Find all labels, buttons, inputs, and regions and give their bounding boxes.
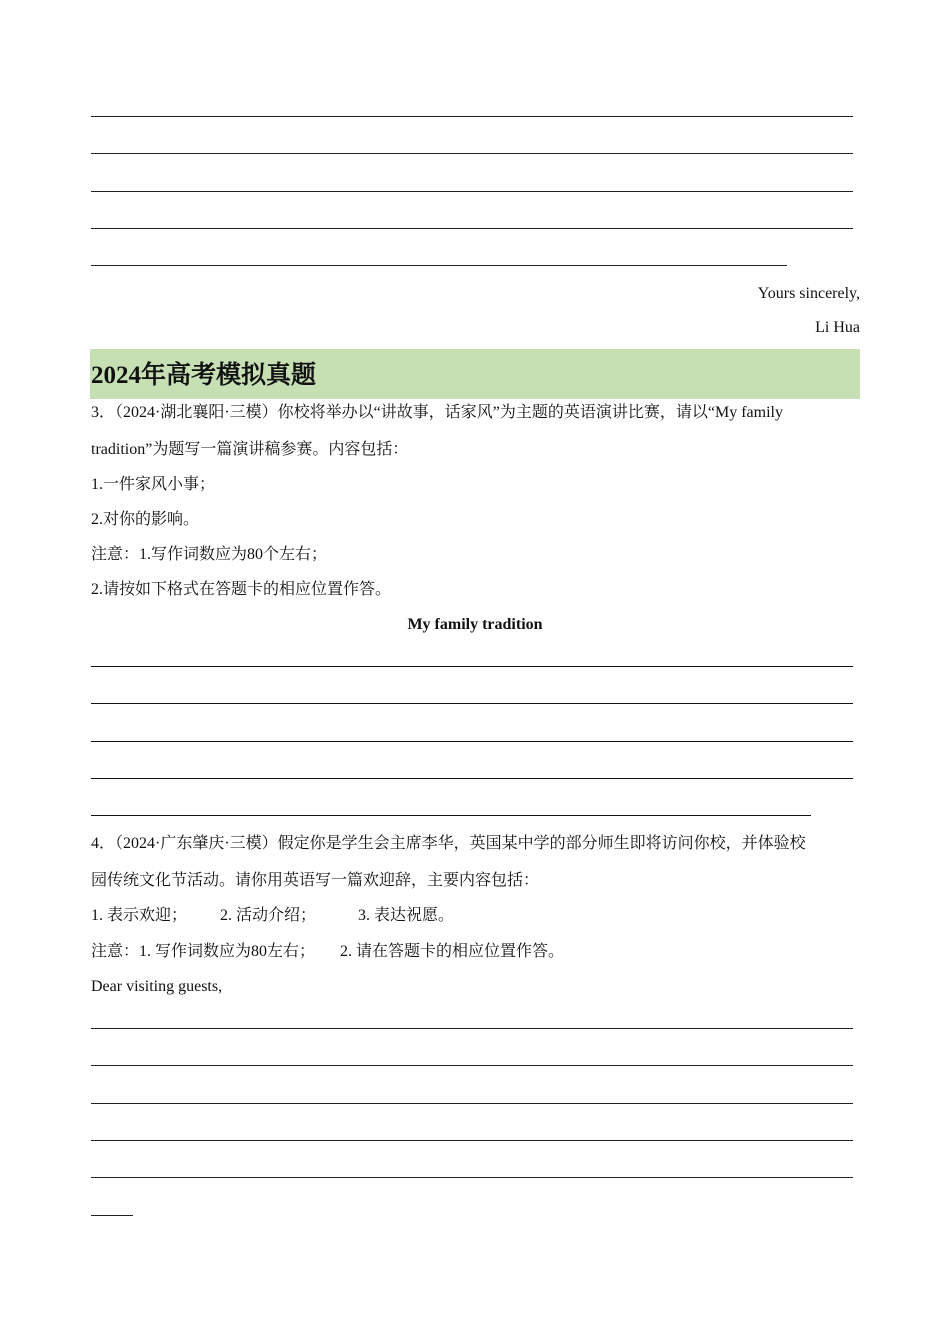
answer-line bbox=[91, 265, 787, 266]
answer-line bbox=[91, 1065, 853, 1066]
answer-line bbox=[91, 1177, 853, 1178]
answer-line bbox=[91, 1028, 853, 1029]
answer-line bbox=[91, 153, 853, 154]
q4-prompt-line2: 园传统文化节活动。请你用英语写一篇欢迎辞，主要内容包括： bbox=[91, 872, 540, 889]
answer-line bbox=[91, 1140, 853, 1141]
q4-greeting: Dear visiting guests, bbox=[91, 978, 223, 995]
q4-note-1: 注意：1. 写作词数应为80左右； bbox=[91, 943, 316, 960]
answer-line bbox=[91, 741, 853, 742]
q4-point-3: 3. 表达祝愿。 bbox=[358, 907, 455, 924]
answer-line bbox=[91, 228, 853, 229]
q3-prompt-line1: 3．（2024·湖北襄阳·三模）你校将举办以“讲故事，话家风”为主题的英语演讲比赛，请以“My family bbox=[91, 404, 783, 421]
answer-line bbox=[91, 815, 811, 816]
answer-line bbox=[91, 1215, 133, 1216]
q4-point-1: 1. 表示欢迎； bbox=[91, 907, 188, 924]
q4-note-2: 2. 请在答题卡的相应位置作答。 bbox=[340, 943, 565, 960]
q3-point-2: 2.对你的影响。 bbox=[91, 511, 200, 528]
answer-line bbox=[91, 703, 853, 704]
q3-point-1: 1.一件家风小事； bbox=[91, 476, 216, 493]
q3-prompt-line2: tradition”为题写一篇演讲稿参赛。内容包括： bbox=[91, 441, 409, 458]
q3-essay-title: My family tradition bbox=[407, 616, 543, 633]
letter-sign-off: Yours sincerely, bbox=[757, 285, 860, 302]
answer-line bbox=[91, 116, 853, 117]
q3-note-2: 2.请按如下格式在答题卡的相应位置作答。 bbox=[91, 581, 392, 598]
answer-line bbox=[91, 666, 853, 667]
q4-prompt-line1: 4．（2024·广东肇庆·三模）假定你是学生会主席李华，英国某中学的部分师生即将访问你校，并体验校 bbox=[91, 835, 806, 852]
answer-line bbox=[91, 1103, 853, 1104]
section-title: 2024年高考模拟真题 bbox=[91, 362, 317, 389]
q3-note-1: 注意：1.写作词数应为80个左右； bbox=[91, 546, 328, 563]
q4-point-2: 2. 活动介绍； bbox=[220, 907, 317, 924]
letter-signature: Li Hua bbox=[815, 319, 860, 336]
answer-line bbox=[91, 778, 853, 779]
answer-line bbox=[91, 191, 853, 192]
